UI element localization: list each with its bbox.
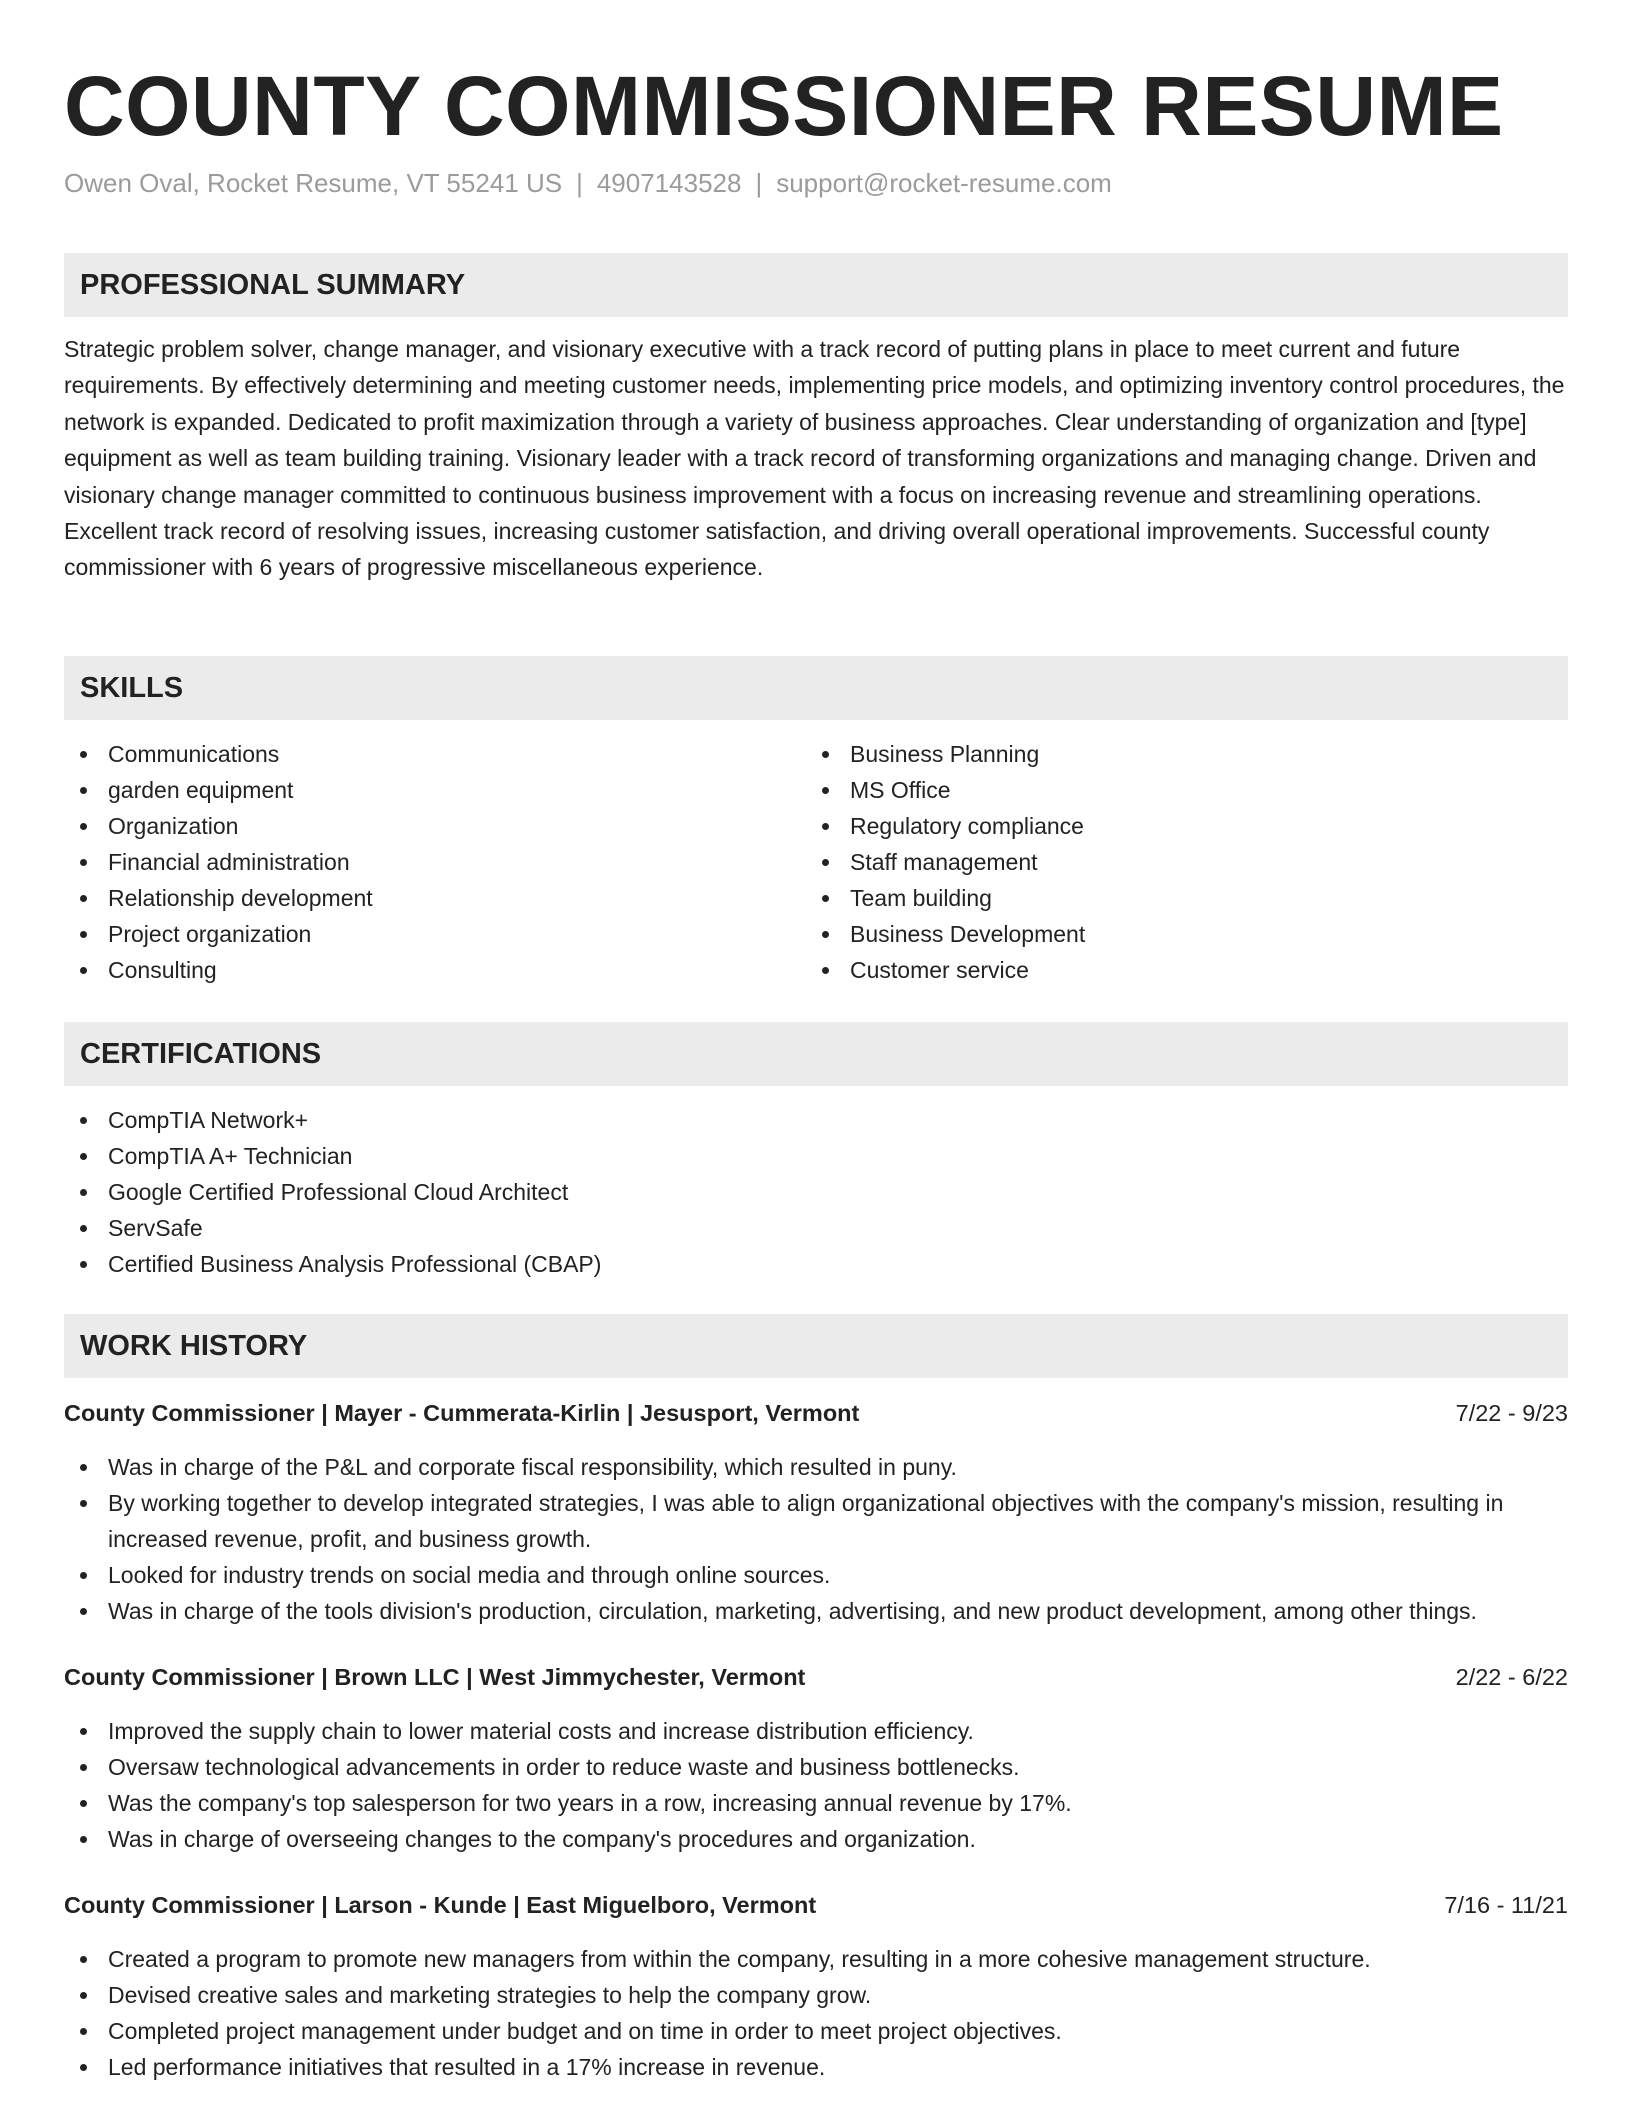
work-history-heading: WORK HISTORY: [64, 1314, 1568, 1378]
job-header: [64, 1395, 1568, 1431]
skills-right-column: [806, 736, 1548, 988]
skill-item: Communications: [64, 736, 806, 772]
skill-item: Business Development: [806, 916, 1548, 952]
job-title: County Commissioner | Larson - Kunde | East Miguelboro, Vermont: [64, 1892, 817, 1918]
contact-line: [64, 168, 1568, 199]
skill-item: Financial administration: [64, 844, 806, 880]
resume-page: [64, 0, 1568, 2080]
job-dates: 7/22 - 9/23: [1455, 1400, 1568, 1426]
skill-item: Consulting: [64, 952, 806, 988]
skill-item: MS Office: [806, 772, 1548, 808]
contact-separator: |: [576, 168, 583, 198]
skill-item: Staff management: [806, 844, 1548, 880]
summary-heading: PROFESSIONAL SUMMARY: [64, 253, 1568, 317]
job-title: County Commissioner | Brown LLC | West Jimmychester, Vermont: [64, 1664, 806, 1690]
job-bullets: [64, 1449, 1568, 1629]
skills-section: [64, 656, 1568, 988]
skill-item: Business Planning: [806, 736, 1548, 772]
job-dates: 7/16 - 11/21: [1444, 1892, 1568, 1918]
job-bullets: [64, 1713, 1568, 1857]
resume-title: COUNTY COMMISSIONER RESUME: [64, 59, 1504, 153]
job-bullet: Was in charge of the tools division's production, circulation, marketing, advertising, and new product development, among other things.: [64, 1593, 1568, 1629]
certification-item: Google Certified Professional Cloud Architect: [64, 1174, 1568, 1210]
skill-item: Relationship development: [64, 880, 806, 916]
contact-phone: 4907143528: [596, 168, 742, 198]
job-header: [64, 1887, 1568, 1923]
job-dates: 2/22 - 6/22: [1455, 1664, 1568, 1690]
contact-separator: |: [755, 168, 763, 198]
job-title: County Commissioner | Mayer - Cummerata-Kirlin | Jesusport, Vermont: [64, 1400, 860, 1426]
certification-item: CompTIA A+ Technician: [64, 1138, 1568, 1174]
job-bullet: Was in charge of overseeing changes to the company's procedures and organization.: [64, 1821, 1568, 1857]
job-entry: [64, 1395, 1568, 1629]
certifications-list: [64, 1102, 1568, 1282]
skills-left-column: [64, 736, 806, 988]
job-bullet: Oversaw technological advancements in order to reduce waste and business bottlenecks.: [64, 1749, 1568, 1785]
work-history-section: [64, 1314, 1568, 2085]
certification-item: CompTIA Network+: [64, 1102, 1568, 1138]
summary-section: [64, 253, 1568, 586]
job-bullet: Devised creative sales and marketing strategies to help the company grow.: [64, 1977, 1568, 2013]
job-bullets: [64, 1941, 1568, 2085]
job-bullet: By working together to develop integrated strategies, I was able to align organizational objectives with the company's mission, resulting in increased revenue, profit, and business growth.: [64, 1485, 1568, 1557]
job-bullet: Led performance initiatives that resulted in a 17% increase in revenue.: [64, 2049, 1568, 2085]
job-bullet: Was in charge of the P&L and corporate fiscal responsibility, which resulted in puny.: [64, 1449, 1568, 1485]
certifications-section: [64, 1022, 1568, 1282]
skill-item: Regulatory compliance: [806, 808, 1548, 844]
summary-text: Strategic problem solver, change manager, and visionary executive with a track record of putting plans in place to meet current and future requirements. By effectively determining and meeting customer needs, implementing price models, and optimizing inventory control procedures, the network is expanded. Dedicated to profit maximization through a variety of business approaches. Clear understanding of organization and [type] equipment as well as team building training. Visionary leader with a track record of transforming organizations and managing change. Driven and visionary change manager committed to continuous business improvement with a focus on increasing revenue and streamlining operations. Excellent track record of resolving issues, increasing customer satisfaction, and driving overall operational improvements. Successful county commissioner with 6 years of progressive miscellaneous experience.: [64, 336, 1565, 581]
job-bullet: Improved the supply chain to lower material costs and increase distribution efficiency.: [64, 1713, 1568, 1749]
job-header: [64, 1659, 1568, 1695]
job-bullet: Was the company's top salesperson for two years in a row, increasing annual revenue by 17%.: [64, 1785, 1568, 1821]
certifications-heading: CERTIFICATIONS: [64, 1022, 1568, 1086]
skill-item: Organization: [64, 808, 806, 844]
skills-heading: SKILLS: [64, 656, 1568, 720]
job-entry: [64, 1659, 1568, 1857]
skills-grid: [64, 736, 1568, 988]
contact-email[interactable]: support@rocket-resume.com: [776, 168, 1112, 198]
skill-item: garden equipment: [64, 772, 806, 808]
certification-item: ServSafe: [64, 1210, 1568, 1246]
job-bullet: Created a program to promote new managers from within the company, resulting in a more cohesive management structure.: [64, 1941, 1568, 1977]
certification-item: Certified Business Analysis Professional (CBAP): [64, 1246, 1568, 1282]
skill-item: Team building: [806, 880, 1548, 916]
job-bullet: Completed project management under budget and on time in order to meet project objectives.: [64, 2013, 1568, 2049]
job-entry: [64, 1887, 1568, 2085]
skill-item: Customer service: [806, 952, 1548, 988]
skill-item: Project organization: [64, 916, 806, 952]
job-bullet: Looked for industry trends on social media and through online sources.: [64, 1557, 1568, 1593]
contact-address: Owen Oval, Rocket Resume, VT 55241 US: [64, 168, 563, 198]
